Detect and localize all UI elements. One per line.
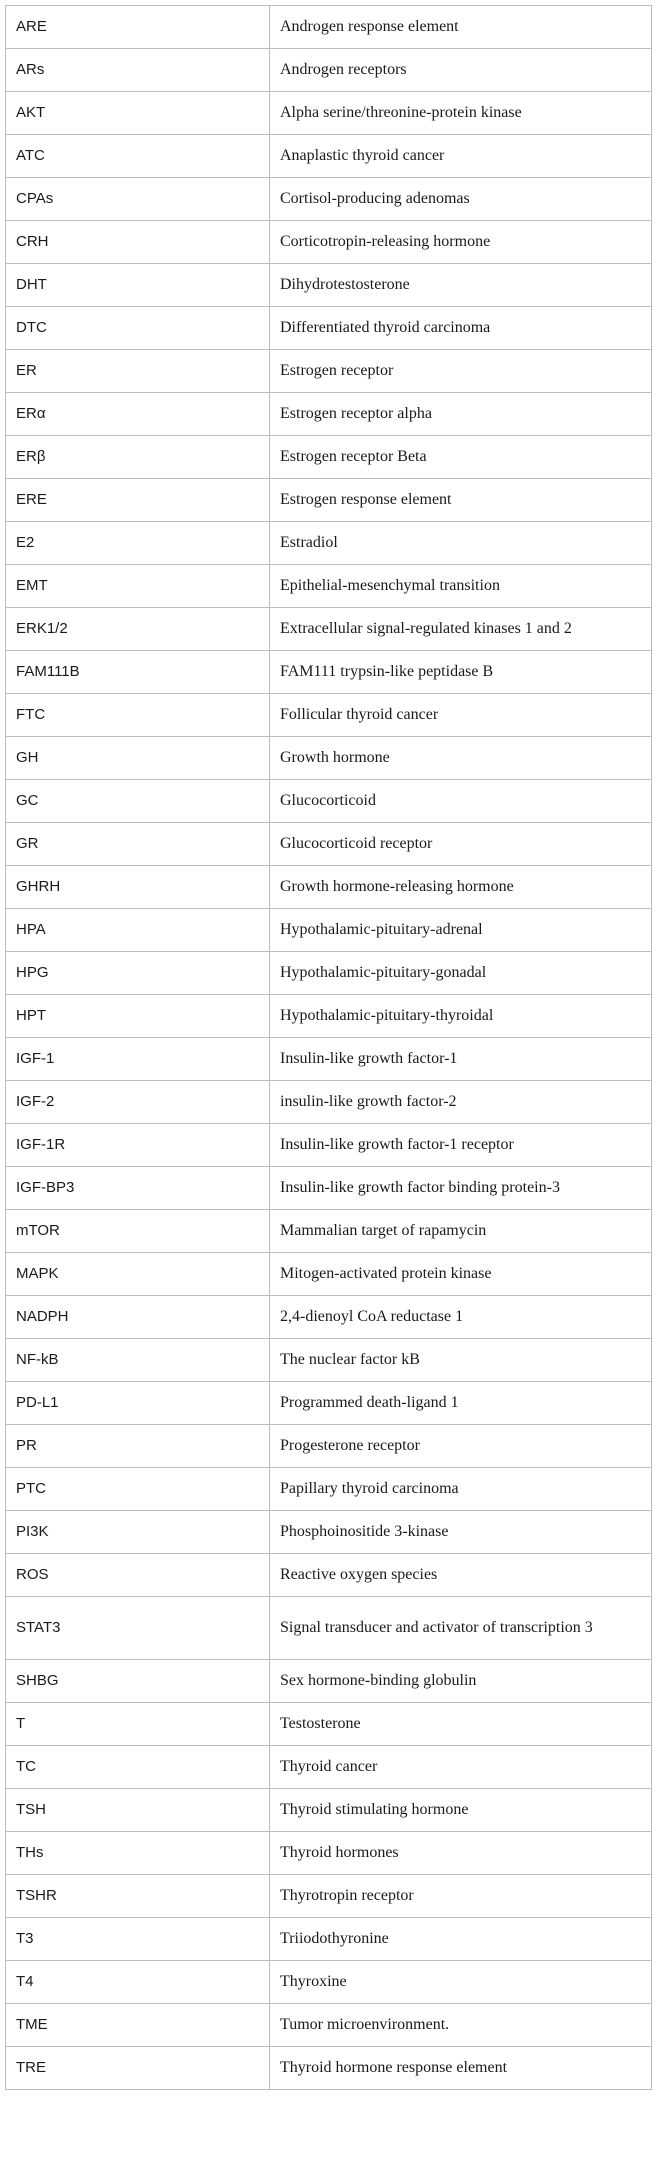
abbreviation-cell: T3 xyxy=(6,1918,270,1961)
abbreviation-cell: ATC xyxy=(6,135,270,178)
definition-cell: The nuclear factor kB xyxy=(270,1339,652,1382)
table-row xyxy=(6,1875,652,1918)
definition-cell: Thyroid cancer xyxy=(270,1746,652,1789)
abbreviation-cell: PI3K xyxy=(6,1511,270,1554)
definition-cell: Alpha serine/threonine-protein kinase xyxy=(270,92,652,135)
definition-cell: Sex hormone-binding globulin xyxy=(270,1660,652,1703)
definition-cell: Testosterone xyxy=(270,1703,652,1746)
table-row xyxy=(6,1210,652,1253)
definition-cell: Mitogen-activated protein kinase xyxy=(270,1253,652,1296)
abbreviation-cell: AKT xyxy=(6,92,270,135)
table-row xyxy=(6,1339,652,1382)
abbreviation-cell: PTC xyxy=(6,1468,270,1511)
abbreviation-cell: T4 xyxy=(6,1961,270,2004)
abbreviation-cell: ROS xyxy=(6,1554,270,1597)
abbreviation-cell: HPA xyxy=(6,909,270,952)
abbreviation-cell: DTC xyxy=(6,307,270,350)
table-row xyxy=(6,49,652,92)
table-row xyxy=(6,6,652,49)
definition-cell: Progesterone receptor xyxy=(270,1425,652,1468)
definition-cell: Growth hormone-releasing hormone xyxy=(270,866,652,909)
definition-cell: Corticotropin-releasing hormone xyxy=(270,221,652,264)
abbreviation-cell: HPT xyxy=(6,995,270,1038)
abbreviation-cell: mTOR xyxy=(6,1210,270,1253)
table-row xyxy=(6,221,652,264)
definition-cell: Insulin-like growth factor binding protein-3 xyxy=(270,1167,652,1210)
abbreviation-cell: IGF-1 xyxy=(6,1038,270,1081)
abbreviation-cell: EMT xyxy=(6,565,270,608)
table-row xyxy=(6,1597,652,1660)
table-row xyxy=(6,1124,652,1167)
table-row xyxy=(6,565,652,608)
table-row xyxy=(6,522,652,565)
definition-cell: insulin-like growth factor-2 xyxy=(270,1081,652,1124)
table-row xyxy=(6,1167,652,1210)
abbreviations-table xyxy=(5,5,652,2090)
table-row xyxy=(6,436,652,479)
abbreviation-cell: CPAs xyxy=(6,178,270,221)
abbreviation-cell: ARE xyxy=(6,6,270,49)
abbreviation-cell: GC xyxy=(6,780,270,823)
definition-cell: Triiodothyronine xyxy=(270,1918,652,1961)
definition-cell: Tumor microenvironment. xyxy=(270,2004,652,2047)
abbreviation-cell: IGF-1R xyxy=(6,1124,270,1167)
abbreviation-cell: ERK1/2 xyxy=(6,608,270,651)
table-row xyxy=(6,780,652,823)
table-row xyxy=(6,479,652,522)
abbreviation-cell: TSHR xyxy=(6,1875,270,1918)
definition-cell: Glucocorticoid xyxy=(270,780,652,823)
table-row xyxy=(6,737,652,780)
definition-cell: Extracellular signal-regulated kinases 1 and 2 xyxy=(270,608,652,651)
definition-cell: Estrogen receptor alpha xyxy=(270,393,652,436)
table-row xyxy=(6,1296,652,1339)
definition-cell: Hypothalamic-pituitary-adrenal xyxy=(270,909,652,952)
table-row xyxy=(6,1468,652,1511)
definition-cell: Phosphoinositide 3-kinase xyxy=(270,1511,652,1554)
definition-cell: Thyroxine xyxy=(270,1961,652,2004)
table-row xyxy=(6,651,652,694)
definition-cell: Mammalian target of rapamycin xyxy=(270,1210,652,1253)
abbreviation-cell: CRH xyxy=(6,221,270,264)
table-row xyxy=(6,350,652,393)
table-row xyxy=(6,1038,652,1081)
definition-cell: Papillary thyroid carcinoma xyxy=(270,1468,652,1511)
abbreviation-cell: IGF-2 xyxy=(6,1081,270,1124)
table-row xyxy=(6,1253,652,1296)
definition-cell: Hypothalamic-pituitary-gonadal xyxy=(270,952,652,995)
abbreviation-cell: STAT3 xyxy=(6,1597,270,1660)
table-row xyxy=(6,135,652,178)
abbreviation-cell: FTC xyxy=(6,694,270,737)
table-row xyxy=(6,2004,652,2047)
abbreviation-cell: ERE xyxy=(6,479,270,522)
definition-cell: Follicular thyroid cancer xyxy=(270,694,652,737)
definition-cell: Thyroid stimulating hormone xyxy=(270,1789,652,1832)
table-row xyxy=(6,264,652,307)
table-row xyxy=(6,952,652,995)
table-row xyxy=(6,866,652,909)
definition-cell: Insulin-like growth factor-1 xyxy=(270,1038,652,1081)
definition-cell: Growth hormone xyxy=(270,737,652,780)
abbreviation-cell: GR xyxy=(6,823,270,866)
abbreviation-cell: TRE xyxy=(6,2047,270,2090)
definition-cell: Thyroid hormones xyxy=(270,1832,652,1875)
definition-cell: Estrogen receptor Beta xyxy=(270,436,652,479)
definition-cell: Hypothalamic-pituitary-thyroidal xyxy=(270,995,652,1038)
table-row xyxy=(6,823,652,866)
table-row xyxy=(6,1382,652,1425)
table-row xyxy=(6,178,652,221)
abbreviation-cell: NADPH xyxy=(6,1296,270,1339)
definition-cell: Programmed death-ligand 1 xyxy=(270,1382,652,1425)
table-row xyxy=(6,1789,652,1832)
abbreviation-cell: SHBG xyxy=(6,1660,270,1703)
abbreviation-cell: ARs xyxy=(6,49,270,92)
abbreviation-cell: TSH xyxy=(6,1789,270,1832)
definition-cell: FAM111 trypsin-like peptidase B xyxy=(270,651,652,694)
table-row xyxy=(6,995,652,1038)
table-row xyxy=(6,2047,652,2090)
definition-cell: Androgen receptors xyxy=(270,49,652,92)
table-row xyxy=(6,608,652,651)
abbreviation-cell: FAM111B xyxy=(6,651,270,694)
table-row xyxy=(6,909,652,952)
table-row xyxy=(6,1511,652,1554)
definition-cell: Differentiated thyroid carcinoma xyxy=(270,307,652,350)
definition-cell: Thyroid hormone response element xyxy=(270,2047,652,2090)
table-row xyxy=(6,1746,652,1789)
abbreviation-cell: IGF-BP3 xyxy=(6,1167,270,1210)
abbreviations-table-body xyxy=(6,6,652,2090)
abbreviation-cell: PR xyxy=(6,1425,270,1468)
table-row xyxy=(6,1081,652,1124)
abbreviation-cell: DHT xyxy=(6,264,270,307)
definition-cell: 2,4-dienoyl CoA reductase 1 xyxy=(270,1296,652,1339)
definition-cell: Insulin-like growth factor-1 receptor xyxy=(270,1124,652,1167)
abbreviation-cell: PD-L1 xyxy=(6,1382,270,1425)
abbreviation-cell: GH xyxy=(6,737,270,780)
table-row xyxy=(6,1832,652,1875)
abbreviation-cell: GHRH xyxy=(6,866,270,909)
definition-cell: Glucocorticoid receptor xyxy=(270,823,652,866)
table-row xyxy=(6,393,652,436)
table-row xyxy=(6,1918,652,1961)
table-row xyxy=(6,694,652,737)
abbreviation-cell: TME xyxy=(6,2004,270,2047)
abbreviation-cell: TC xyxy=(6,1746,270,1789)
table-row xyxy=(6,92,652,135)
abbreviation-cell: ER xyxy=(6,350,270,393)
abbreviation-cell: E2 xyxy=(6,522,270,565)
definition-cell: Dihydrotestosterone xyxy=(270,264,652,307)
definition-cell: Androgen response element xyxy=(270,6,652,49)
table-row xyxy=(6,1703,652,1746)
abbreviation-cell: MAPK xyxy=(6,1253,270,1296)
abbreviation-cell: THs xyxy=(6,1832,270,1875)
definition-cell: Signal transducer and activator of transcription 3 xyxy=(270,1597,652,1660)
table-row xyxy=(6,1961,652,2004)
abbreviation-cell: ERβ xyxy=(6,436,270,479)
table-row xyxy=(6,1425,652,1468)
table-row xyxy=(6,1554,652,1597)
definition-cell: Estrogen receptor xyxy=(270,350,652,393)
definition-cell: Thyrotropin receptor xyxy=(270,1875,652,1918)
definition-cell: Reactive oxygen species xyxy=(270,1554,652,1597)
definition-cell: Epithelial-mesenchymal transition xyxy=(270,565,652,608)
abbreviation-cell: NF-kB xyxy=(6,1339,270,1382)
table-row xyxy=(6,1660,652,1703)
abbreviation-cell: HPG xyxy=(6,952,270,995)
abbreviation-cell: ERα xyxy=(6,393,270,436)
definition-cell: Estradiol xyxy=(270,522,652,565)
definition-cell: Anaplastic thyroid cancer xyxy=(270,135,652,178)
definition-cell: Estrogen response element xyxy=(270,479,652,522)
table-row xyxy=(6,307,652,350)
definition-cell: Cortisol-producing adenomas xyxy=(270,178,652,221)
abbreviation-cell: T xyxy=(6,1703,270,1746)
